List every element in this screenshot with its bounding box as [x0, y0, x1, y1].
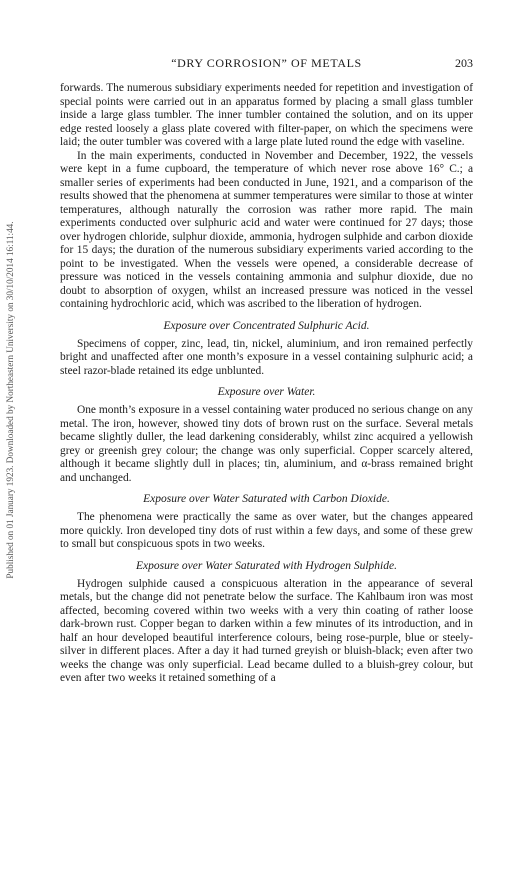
paragraph-sulphuric-acid: Specimens of copper, zinc, lead, tin, nickel, aluminium, and iron remained perfectly bright and unaffected after one month’s exposure in a vessel containing sulphuric acid; a steel razor-blade retained its edge unblunted.: [60, 337, 473, 377]
download-watermark-text: Published on 01 January 1923. Downloaded by Northeastern University on 30/10/2014 16:11:44.: [5, 221, 15, 579]
paragraph-water: One month’s exposure in a vessel containing water produced no serious change on any metal. The iron, however, showed tiny dots of brown rust on the surface. Several metals became slightly duller, the lead darkening considerably, whilst zinc acquired a yellowish grey or greenish grey colour; the change was only superficial. Copper scarcely altered, although it became slightly dull in places; tin, aluminium, and α-brass remained bright and unchanged.: [60, 404, 473, 484]
running-header: [60, 56, 473, 76]
running-title: “DRY CORROSION” OF METALS: [171, 56, 362, 70]
paragraph-apparatus: forwards. The numerous subsidiary experiments needed for repetition and investigation of special points were carried out in an apparatus formed by placing a small glass tumbler inside a large glass tumbler. The inner tumbler contained the solution, and on its upper edge rested loosely a glass plate covered with filter-paper, on which the specimens were laid; the outer tumbler was covered with a large plate luted round the edge with vaseline.: [60, 82, 473, 148]
page-number: 203: [455, 56, 473, 70]
section-heading-carbon-dioxide: Exposure over Water Saturated with Carbon Dioxide.: [143, 493, 390, 505]
section-heading-water: Exposure over Water.: [217, 386, 316, 398]
paragraph-main-experiments: In the main experiments, conducted in November and December, 1922, the vessels were kept in a fume cupboard, the temperature of which never rose above 16° C.; a smaller series of experiments had been conducted in June, 1921, and a comparison of the results showed that the phenomena at summer temperatures were similar to those at winter temperatures, although naturally the corrosion was rather more rapid. The main experiments conducted over sulphuric acid and water were continued for 27 days; those over hydrogen chloride, sulphur dioxide, ammonia, hydrogen sulphide and carbon dioxide for 15 days; the duration of the numerous subsidiary experiments varied according to the point to be investigated. When the vessels were opened, a considerable decrease of pressure was noticed in the vessels containing ammonia and sulphur dioxide, due no doubt to absorption of oxygen, whilst an increased pressure was noticed in the vessel containing hydrochloric acid, which was ascribed to the liberation of hydrogen.: [60, 149, 473, 310]
section-heading-sulphuric-acid: Exposure over Concentrated Sulphuric Acid.: [163, 319, 370, 332]
section-heading-hydrogen-sulphide: Exposure over Water Saturated with Hydrogen Sulphide.: [136, 559, 397, 572]
paragraph-carbon-dioxide: The phenomena were practically the same as over water, but the changes appeared more quickly. Iron developed tiny dots of rust within a few days, and some of these grew to small but conspicuous spots in two weeks.: [60, 511, 473, 550]
download-watermark: [2, 130, 18, 670]
paragraph-hydrogen-sulphide: Hydrogen sulphide caused a conspicuous alteration in the appearance of several metals, but the change did not penetrate below the surface. The Kahlbaum iron was most affected, becoming covered within two weeks with a very thin coating of rather loose dark-brown rust. Copper began to darken within a few minutes of its introduction, and in half an hour developed beautiful interference colours, being rose-purple, blue or steely-silver in different places. After a day it had turned greyish or bluish-black; even after two weeks the change was only superficial. Lead became dulled to a bluish-grey colour, but even after two weeks it retained something of a: [60, 577, 473, 684]
page-body: [60, 56, 473, 686]
